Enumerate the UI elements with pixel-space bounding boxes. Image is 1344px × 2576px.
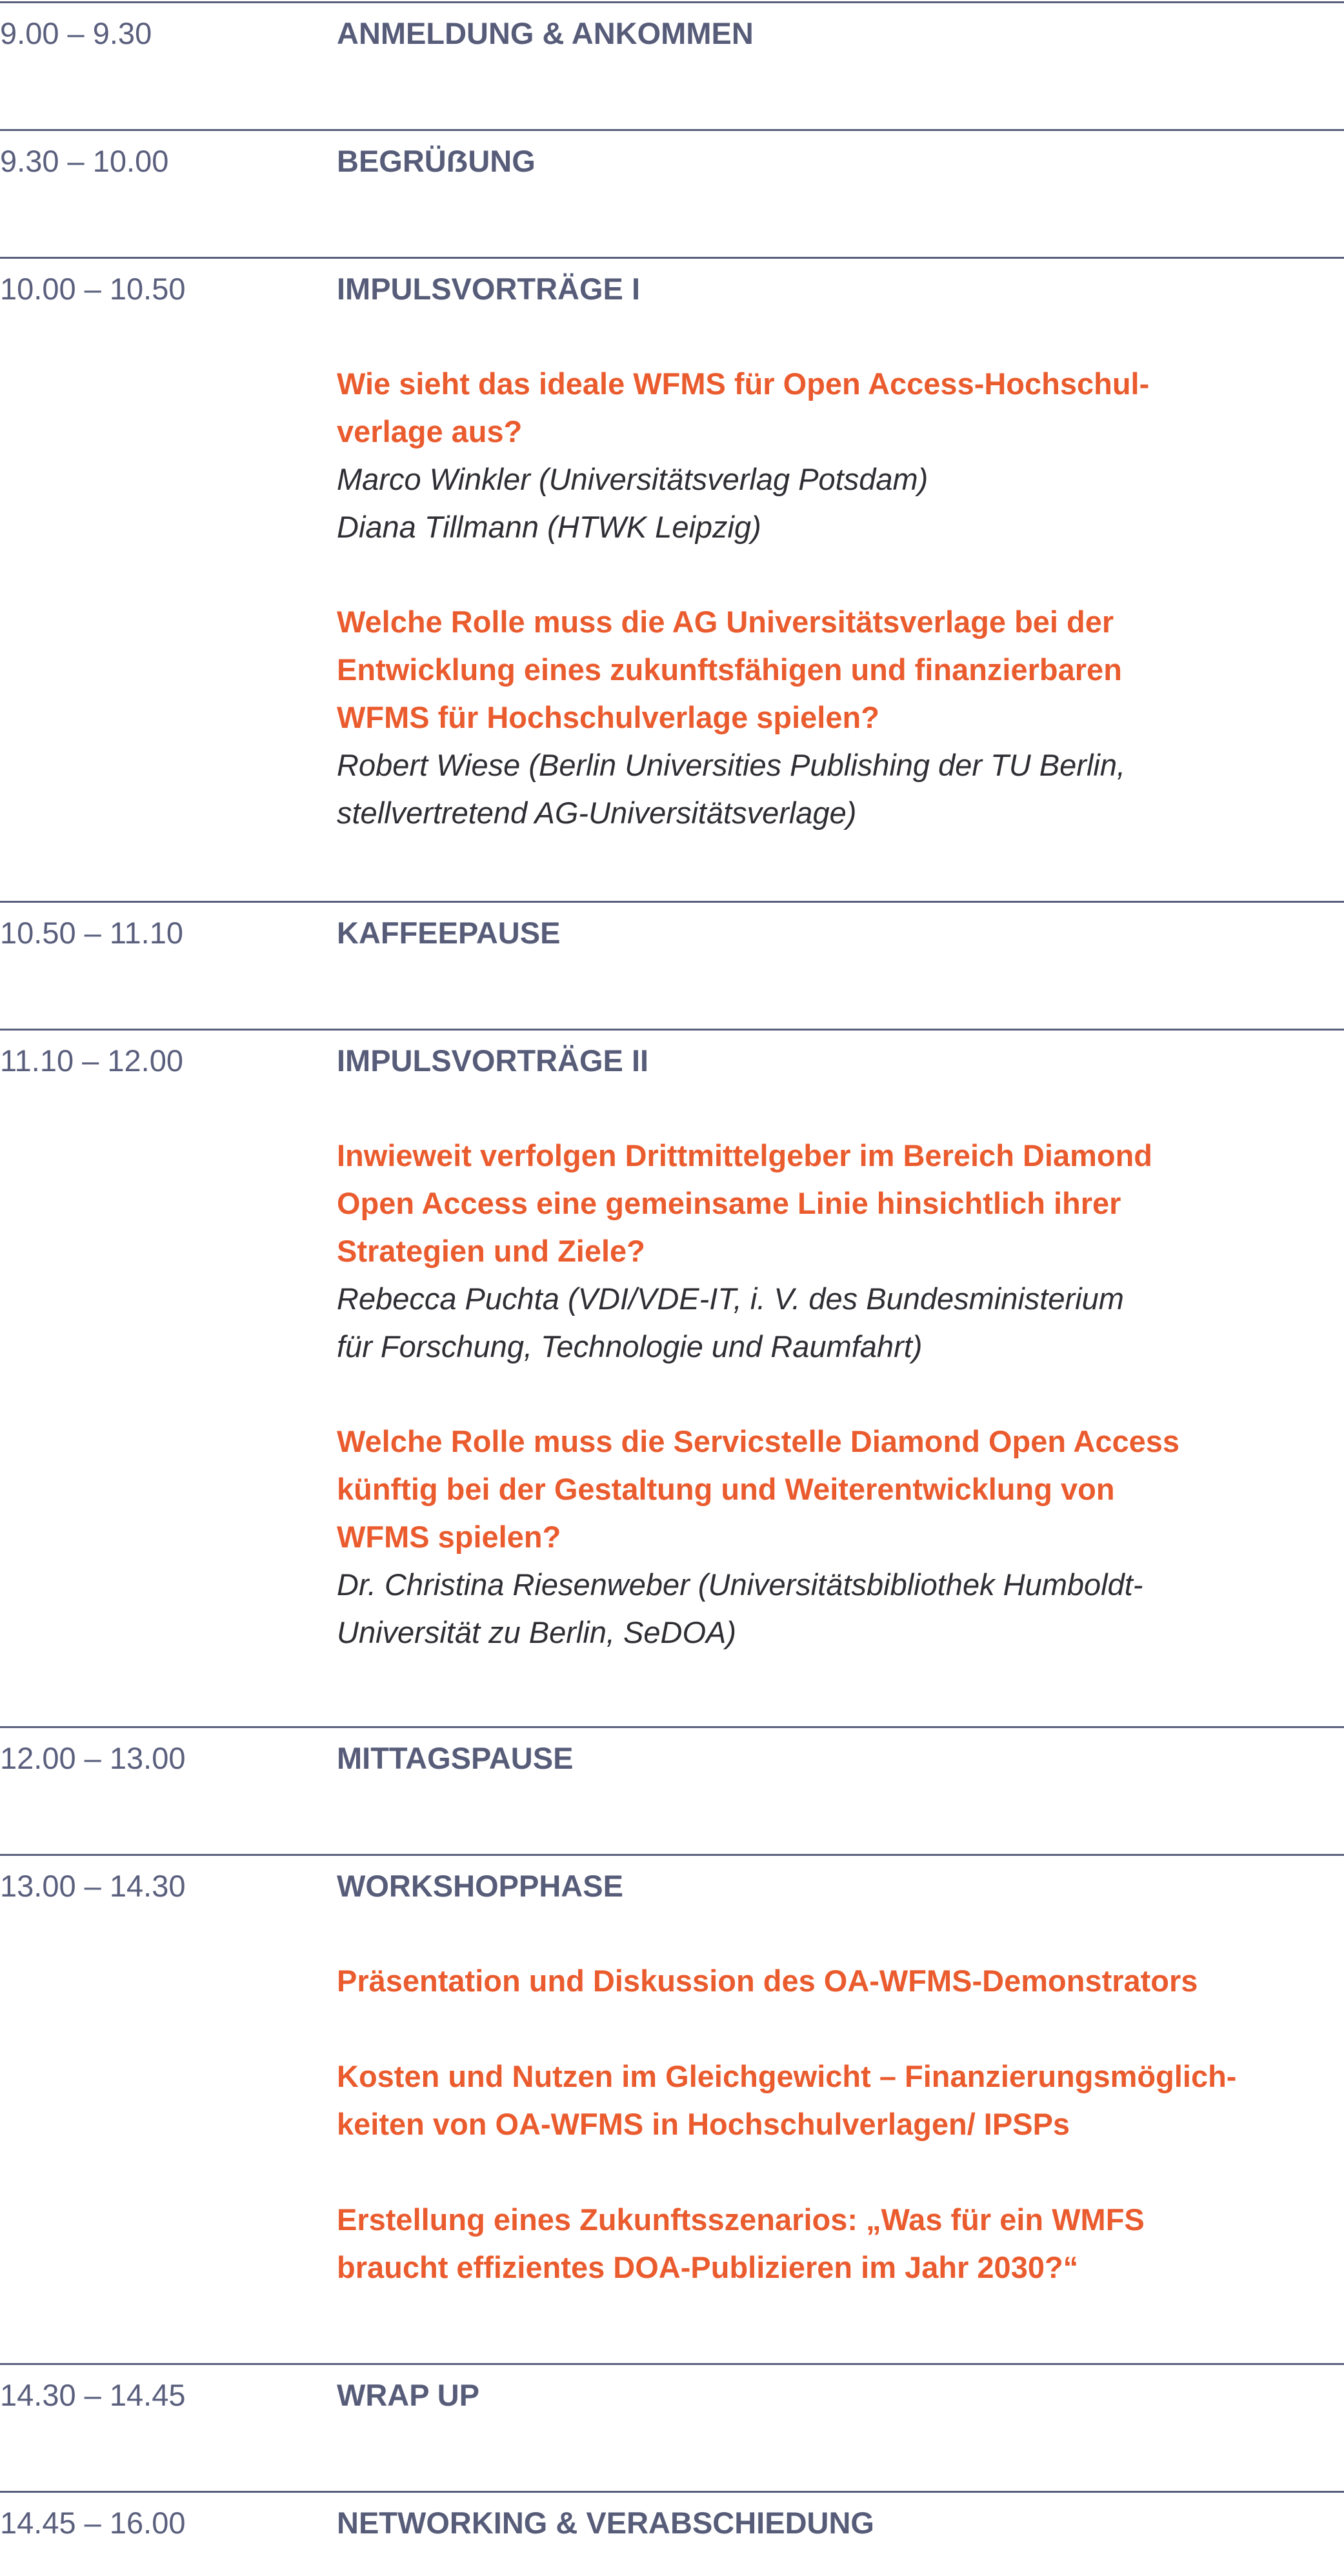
talk-title-line: Kosten und Nutzen im Gleichgewicht – Finanzierungsmöglich-	[337, 2059, 1237, 2093]
talk-title-line: Inwieweit verfolgen Drittmittelgeber im Bereich Diamond	[337, 1138, 1153, 1172]
speaker-line: Diana Tillmann (HTWK Leipzig)	[337, 510, 761, 544]
divider-line	[0, 1, 1344, 3]
talk-title	[337, 1418, 1330, 1561]
talk-title	[337, 1957, 1330, 2005]
talk-item	[337, 1957, 1330, 2005]
speaker-line: Rebecca Puchta (VDI/VDE-IT, i. V. des Bundesministerium	[337, 1282, 1124, 1316]
agenda-title: BEGRÜẞUNG	[337, 144, 536, 178]
talk-title	[337, 2053, 1330, 2148]
talk-title-line: Erstellung eines Zukunftsszenarios: „Was für ein WMFS	[337, 2202, 1145, 2237]
talk-speaker	[337, 1275, 1330, 1371]
talk-item	[337, 598, 1330, 837]
talk-title-line: Entwicklung eines zukunftsfähigen und finanzierbaren	[337, 652, 1122, 687]
divider-line	[0, 1854, 1344, 1856]
talk-item	[337, 1132, 1330, 1371]
talk-title-line: Open Access eine gemeinsame Linie hinsichtlich ihrer	[337, 1186, 1121, 1220]
divider-line	[0, 1726, 1344, 1728]
agenda-title: IMPULSVORTRÄGE I	[337, 272, 641, 306]
speaker-line: Marco Winkler (Universitätsverlag Potsdam)	[337, 462, 928, 496]
talk-title-line: keiten von OA-WFMS in Hochschulverlagen/ IPSPs	[337, 2107, 1070, 2141]
agenda-time: 12.00 – 13.00	[0, 1741, 186, 1775]
talk-title-line: Wie sieht das ideale WFMS für Open Access-Hochschul-	[337, 367, 1150, 401]
speaker-line: Robert Wiese (Berlin Universities Publishing der TU Berlin,	[337, 748, 1126, 782]
talk-speaker	[337, 1561, 1330, 1656]
agenda-time: 13.00 – 14.30	[0, 1869, 186, 1903]
talk-item	[337, 2053, 1330, 2148]
speaker-line: Universität zu Berlin, SeDOA)	[337, 1615, 737, 1649]
talk-item	[337, 360, 1330, 551]
agenda-time: 14.45 – 16.00	[0, 2506, 186, 2540]
divider-line	[0, 2363, 1344, 2365]
divider-line	[0, 129, 1344, 131]
agenda-title: NETWORKING & VERABSCHIEDUNG	[337, 2506, 874, 2540]
divider-line	[0, 901, 1344, 903]
talk-title-line: Präsentation und Diskussion des OA-WFMS-Demonstrators	[337, 1964, 1198, 1998]
agenda-title: WRAP UP	[337, 2378, 480, 2412]
talk-title-line: künftig bei der Gestaltung und Weiterentwicklung von	[337, 1472, 1115, 1506]
speaker-line: für Forschung, Technologie und Raumfahrt)	[337, 1329, 923, 1363]
agenda-title: WORKSHOPPHASE	[337, 1869, 623, 1903]
talk-title	[337, 360, 1330, 456]
talk-speaker	[337, 456, 1330, 551]
divider-line	[0, 2491, 1344, 2493]
talk-item	[337, 2196, 1330, 2291]
divider-line	[0, 257, 1344, 259]
talk-item	[337, 1418, 1330, 1656]
talk-title	[337, 598, 1330, 741]
agenda-time: 9.30 – 10.00	[0, 144, 169, 178]
agenda-time: 14.30 – 14.45	[0, 2378, 186, 2412]
speaker-line: Dr. Christina Riesenweber (Universitätsbibliothek Humboldt-	[337, 1567, 1143, 1602]
talk-title-line: WFMS spielen?	[337, 1520, 561, 1554]
talk-title	[337, 2196, 1330, 2291]
agenda-title: IMPULSVORTRÄGE II	[337, 1043, 649, 1078]
talk-title	[337, 1132, 1330, 1275]
talk-speaker	[337, 741, 1330, 837]
talk-title-line: verlage aus?	[337, 414, 523, 448]
talk-title-line: WFMS für Hochschulverlage spielen?	[337, 700, 879, 734]
agenda-time: 10.00 – 10.50	[0, 272, 186, 306]
agenda-time: 10.50 – 11.10	[0, 916, 183, 950]
agenda-title: KAFFEEPAUSE	[337, 916, 561, 950]
talk-title-line: Welche Rolle muss die AG Universitätsverlage bei der	[337, 605, 1114, 639]
talk-title-line: Welche Rolle muss die Servicstelle Diamond Open Access	[337, 1424, 1180, 1458]
agenda-title: MITTAGSPAUSE	[337, 1741, 574, 1775]
divider-line	[0, 1029, 1344, 1031]
talk-title-line: Strategien und Ziele?	[337, 1234, 645, 1268]
speaker-line: stellvertretend AG-Universitätsverlage)	[337, 796, 857, 830]
talk-title-line: braucht effizientes DOA-Publizieren im Jahr 2030?“	[337, 2250, 1079, 2284]
agenda-time: 11.10 – 12.00	[0, 1043, 183, 1078]
agenda-time: 9.00 – 9.30	[0, 16, 152, 50]
agenda-title: ANMELDUNG & ANKOMMEN	[337, 16, 754, 50]
